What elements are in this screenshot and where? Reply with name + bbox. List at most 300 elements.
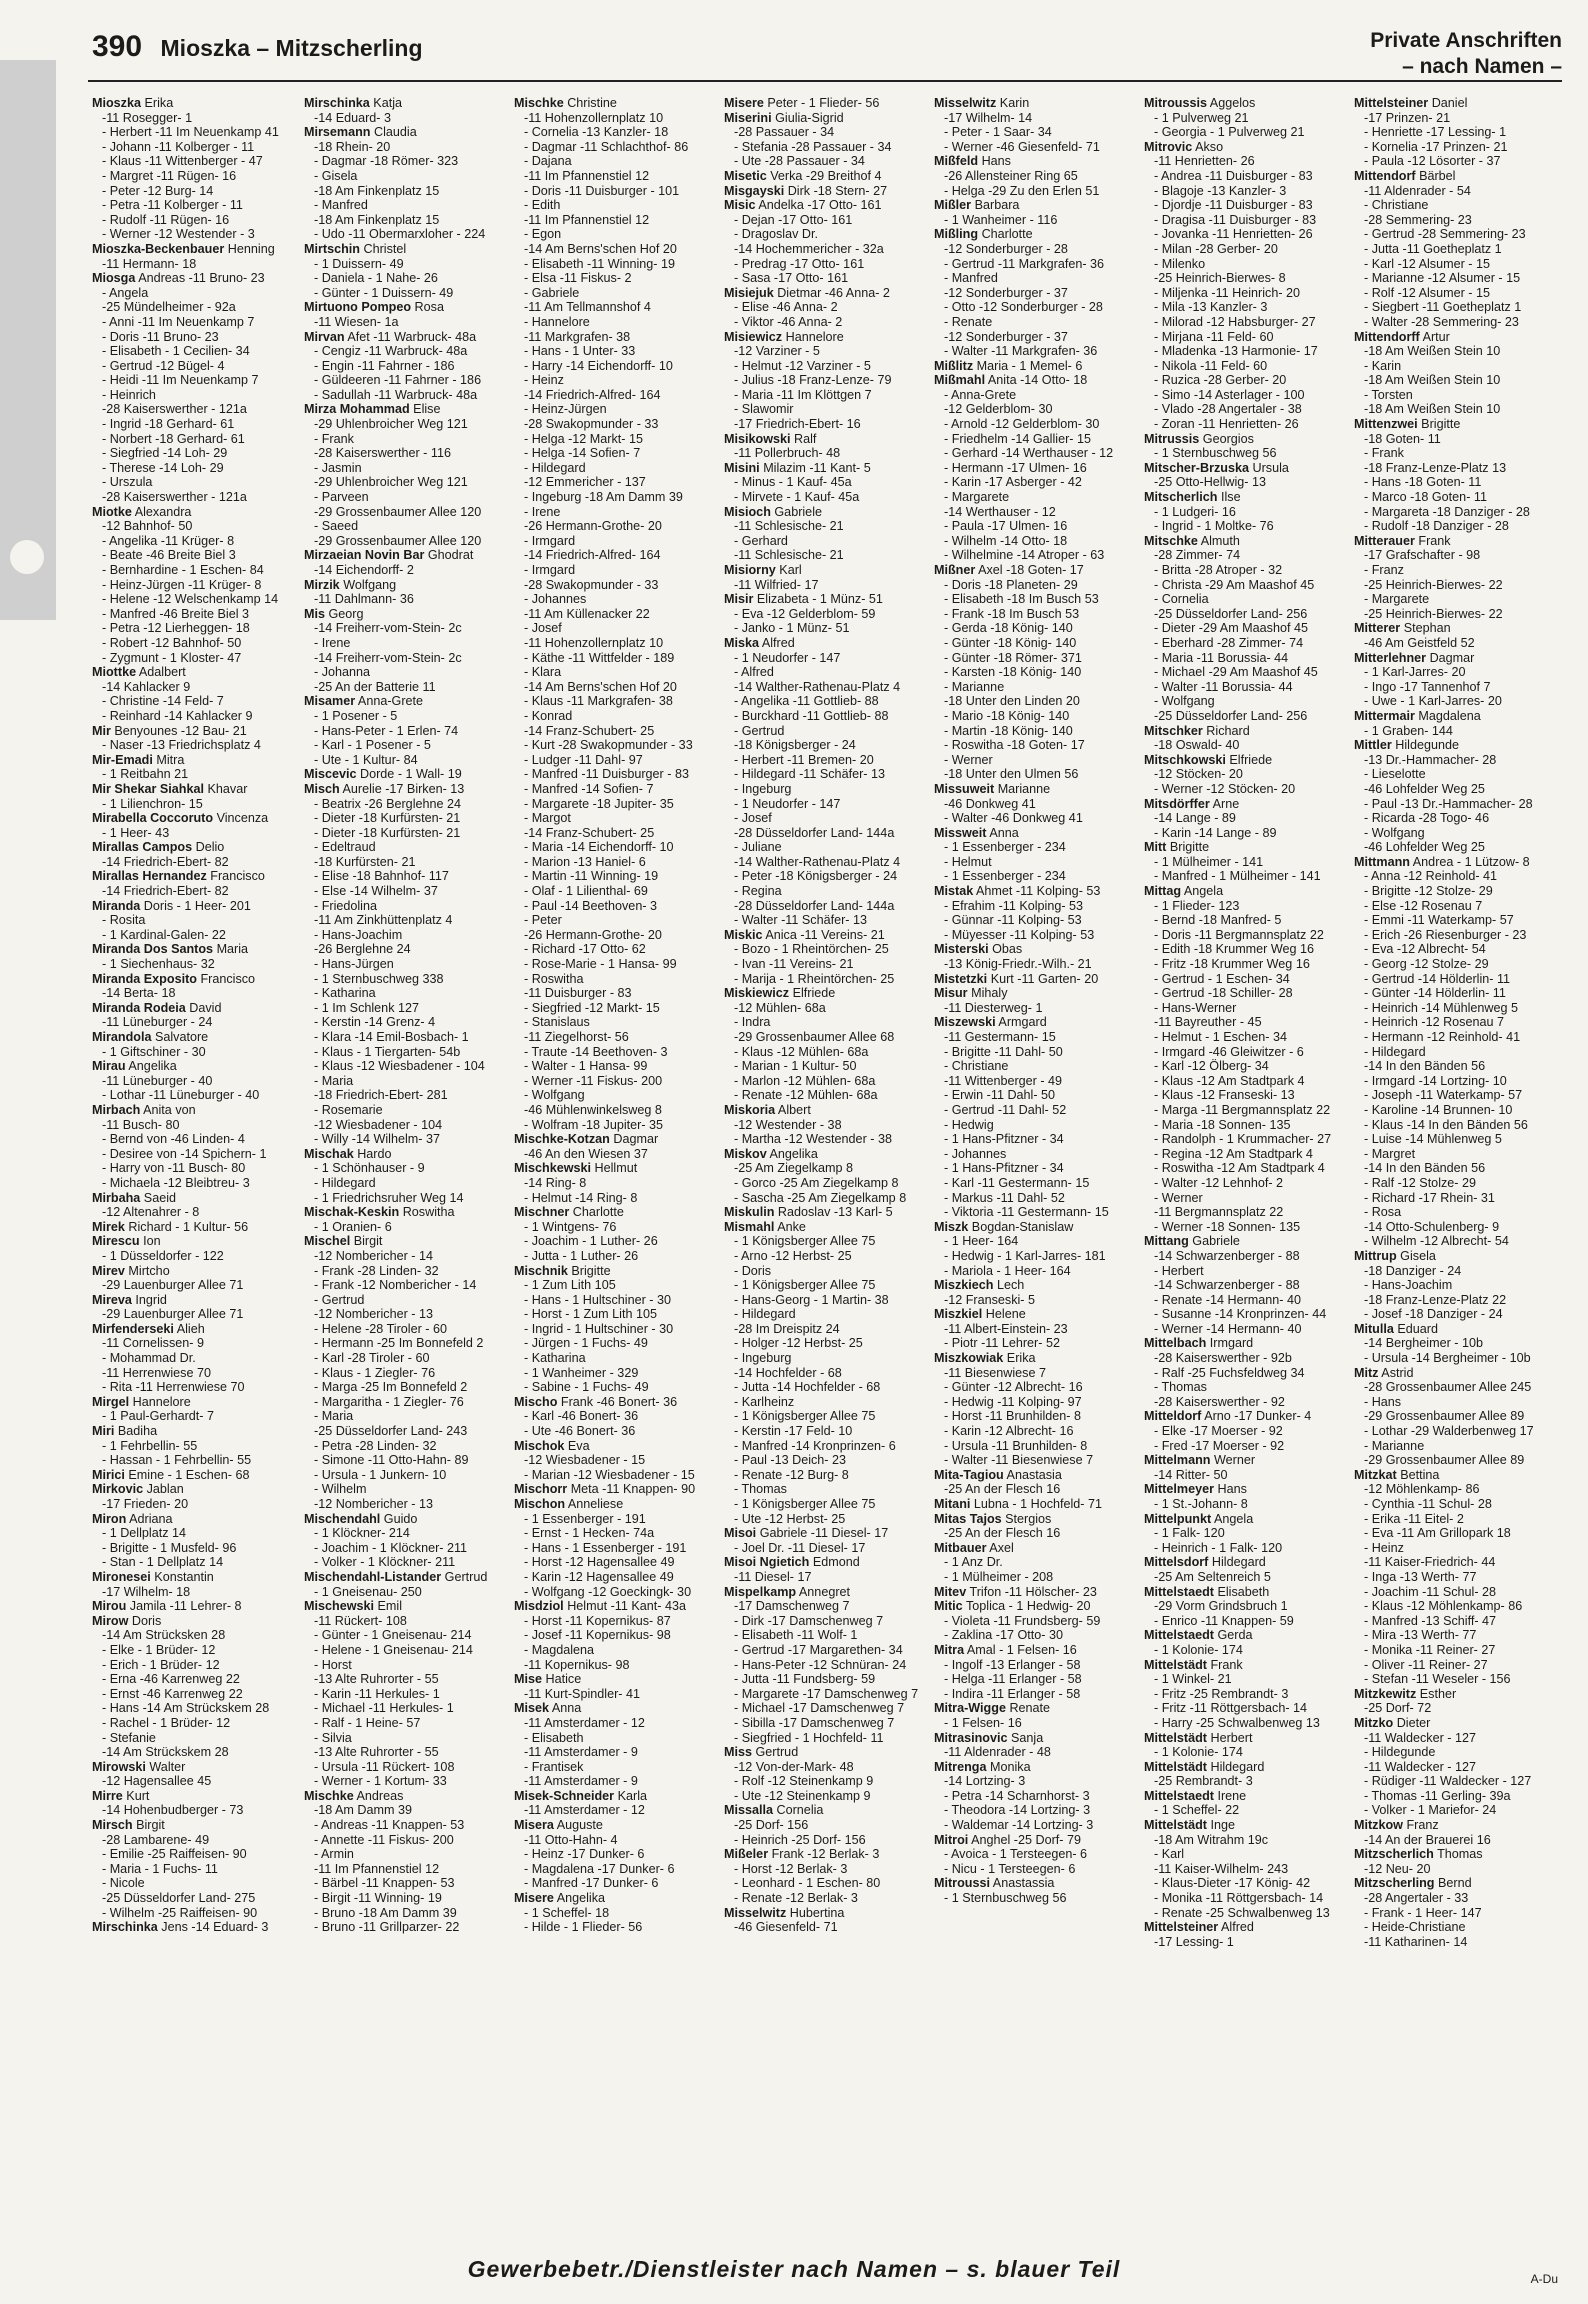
entry-detail: Stephan [1403,621,1451,636]
entry-detail: Bettina [1400,1467,1440,1482]
entry-detail: Francisco [200,971,256,986]
entry-detail: Bärbel [1419,168,1456,183]
entry-line: - Olaf - 1 Lilienthal- 69 [524,884,648,899]
entry-line: - Robert -12 Bahnhof- 50 [102,635,242,650]
entry-line: - Günter -18 Römer- 371 [944,650,1082,665]
entry-line: - Doris [734,1263,772,1278]
entry-line: - Irmgard -46 Gleiwitzer - 6 [1154,1044,1304,1059]
entry-line: - Manfred -14 Kronprinzen- 6 [734,1438,896,1453]
entry-line: - Ivan -11 Vereins- 21 [734,957,854,972]
entry-line: - Heinrich [102,387,156,402]
entry-surname [92,96,298,111]
entry-line: - Günnar -11 Kolping- 53 [944,913,1082,928]
entry-line: -13 Dr.-Hammacher- 28 [1364,752,1497,767]
entry-line: -14 Walther-Rathenau-Platz 4 [734,679,901,694]
entry-line: - 1 Klöckner- 214 [314,1526,410,1541]
surname: Misur [934,986,968,1001]
surname: Mitzscherlich [1354,1847,1434,1862]
entry-line: - Friedhelm -14 Gallier- 15 [944,431,1091,446]
entry-line: -11 Schlesische- 21 [734,519,844,534]
entry-line: - Heinrich -12 Rosenau 7 [1364,1015,1505,1030]
side-thumb-tab [0,60,56,620]
entry-detail: Artur [1422,329,1450,344]
surname: Misselwitz [724,1905,787,1920]
entry-line: - Desiree von -14 Spichern- 1 [102,1146,267,1161]
entry-detail: Obas [992,942,1023,957]
entry-line: - Marianne -12 Alsumer - 15 [1364,271,1521,286]
entry-line: -28 Lambarene- 49 [102,1832,210,1847]
entry-line: - Roswitha -12 Am Stadtpark 4 [1154,1161,1325,1176]
entry-line: - Zoran -11 Henrietten- 26 [1154,417,1299,432]
section-subtitle: – nach Namen – [1402,55,1562,78]
entry-line: - Werner - 1 Kortum- 33 [314,1774,447,1789]
surname: Mischnik [514,1263,568,1278]
entry-surname [1144,724,1348,739]
entry-line: -14 Werthauser - 12 [944,504,1056,519]
surname: Mitzkow [1354,1818,1403,1833]
entry-surname [304,125,508,140]
entry-detail: Anita von [143,1102,196,1117]
entry-line: -14 Berta- 18 [102,986,176,1001]
entry-line: - 1 Friedrichsruher Weg 14 [314,1190,464,1205]
entry-detail: David [189,1000,222,1015]
entry-line: - Urszula [102,475,153,490]
entry-line: - Dragoslav Dr. [734,227,818,242]
entry-line: - Ursula - 1 Junkern- 10 [314,1467,447,1482]
entry-surname [934,972,1138,987]
entry-line: -11 Ziegelhorst- 56 [524,1030,629,1044]
entry-line: -26 Allensteiner Ring 65 [944,168,1078,183]
entry-detail: Ahmet -11 Kolping- 53 [976,884,1101,899]
entry-detail: Henning [227,241,275,256]
entry-line: - Bruno -11 Grillparzer- 22 [314,1920,460,1935]
entry-detail: Alexandra [134,504,192,519]
entry-detail: Helmut -11 Kant- 43a [567,1599,686,1614]
entry-line: - Ursula -14 Bergheimer - 10b [1364,1351,1531,1366]
entry-line: - 1 Kardinal-Galen- 22 [102,927,226,942]
surname: Mirbaha [92,1190,141,1205]
entry-detail: Anke [777,1219,806,1234]
entry-line: - Daniela - 1 Nahe- 26 [314,271,438,286]
entry-line: - Julius -18 Franz-Lenze- 79 [734,373,892,388]
entry-line: - Ralf -12 Stolze- 29 [1364,1175,1476,1190]
entry-detail: Elise [413,402,441,417]
entry-line: - Renate -12 Mühlen- 68a [734,1088,878,1103]
entry-detail: Maria - 1 Memel- 6 [976,358,1083,373]
entry-line: - Paula -12 Lösorter - 37 [1364,154,1501,169]
entry-line: - Stefan -11 Weseler - 156 [1364,1672,1511,1687]
entry-line: - Sadullah -11 Warbruck- 48a [314,387,478,402]
entry-detail: Hellmut [594,1161,638,1176]
entry-line: - Renate -14 Hermann- 40 [1154,1292,1301,1307]
surname: Mitt [1144,840,1167,855]
surname: Mita-Tagiou [934,1467,1004,1482]
entry-line: -13 König-Friedr.-Wilh.- 21 [944,957,1092,972]
entry-detail: Dirk -18 Stern- 27 [787,183,888,198]
surname: Misere [724,96,764,110]
entry-line: - Naser -13 Friedrichsplatz 4 [102,738,261,753]
entry-line: -11 Rückert- 108 [314,1613,407,1628]
entry-line: - Holger -12 Herbst- 25 [734,1336,863,1351]
entry-detail: Erika [1006,1351,1036,1366]
entry-line: - Hildegunde [1364,1745,1436,1760]
entry-line: -25 An der Batterie 11 [314,679,436,694]
entry-surname [1354,1818,1558,1833]
entry-detail: Astrid [1381,1365,1414,1380]
entry-surname [304,1570,508,1585]
entry-line: - Lieselotte [1364,767,1426,782]
entry-surname [934,154,1138,169]
entry-line: - Hermann -17 Ulmen- 16 [944,460,1087,475]
surname: Mitulla [1354,1321,1394,1336]
entry-line: -28 Swakopmunder - 33 [524,417,659,432]
entry-line: - Manfred -46 Breite Biel 3 [102,606,249,621]
surname: Mißlitz [934,358,974,373]
entry-surname [1144,797,1348,812]
entry-line: -12 Stöcken- 20 [1154,767,1243,782]
entry-detail: Almuth [1200,533,1240,548]
surname: Mischkewski [514,1161,592,1176]
entry-detail: Alfred [761,635,795,650]
entry-line: - Frantisek [524,1759,584,1774]
entry-surname [514,1132,718,1147]
entry-line: - Erika -11 Eitel- 2 [1364,1511,1464,1526]
entry-surname [724,1906,928,1921]
entry-line: - Helene -28 Tiroler - 60 [314,1321,447,1336]
entry-line: -14 Schwarzenberger - 88 [1154,1248,1300,1263]
listing-columns [92,96,1562,2196]
entry-line: - Edith -18 Krummer Weg 16 [1154,942,1315,957]
entry-line: -11 Dahlmann- 36 [314,592,414,607]
entry-detail: Andrea - 1 Lützow- 8 [1412,854,1530,869]
entry-line: - Klaus-Dieter -17 König- 42 [1154,1876,1311,1891]
page-number: 390 [92,30,143,63]
entry-line: - Regina -12 Am Stadtpark 4 [1154,1146,1313,1161]
thumb-tab-dot [10,540,44,574]
entry-line: - Piotr -11 Lehrer- 52 [944,1336,1060,1351]
entry-line: -18 Am Weißen Stein 10 [1364,402,1501,417]
surname: Miszkowiak [934,1351,1004,1366]
entry-detail: Marianne [997,781,1051,796]
entry-surname [934,1585,1138,1600]
entry-line: - Klara [524,665,562,680]
entry-line: - Klaus - 1 Tiergarten- 54b [314,1044,461,1059]
entry-surname [92,840,298,855]
entry-line: - Sasa -17 Otto- 161 [734,271,849,286]
entry-line: - Ricarda -28 Togo- 46 [1364,811,1490,826]
entry-line: - Doris -18 Planeten- 29 [944,577,1078,592]
entry-detail: Milazim -11 Kant- 5 [763,460,871,475]
entry-line: - 1 Schönhauser - 9 [314,1161,425,1176]
surname: Mitterer [1354,621,1401,636]
entry-line: - Annette -11 Fiskus- 200 [314,1832,454,1847]
surname: Mirow [92,1613,129,1628]
entry-surname [304,1599,508,1614]
entry-detail: Renate [1009,1701,1051,1716]
entry-line: - Angela [102,285,149,300]
entry-line: - Miljenka -11 Heinrich- 20 [1154,285,1301,300]
entry-line: -17 Friedrich-Ebert- 16 [734,417,861,432]
entry-line: - Frank -18 Im Busch 53 [944,606,1080,621]
surname: Miskov [724,1146,767,1161]
entry-line: - Fritz -18 Krummer Weg 16 [1154,957,1310,972]
entry-detail: Khavar [207,781,248,796]
entry-detail: Roswitha [402,1205,455,1220]
surname: Miranda Dos Santos [92,942,214,957]
surname: Mitscher-Brzuska [1144,460,1249,475]
entry-line: - Bozo - 1 Rheintörchen- 25 [734,942,889,957]
entry-line: - Wilhelmine -14 Atroper - 63 [944,548,1105,563]
entry-line: - Gertrud - 1 Eschen- 34 [1154,971,1290,986]
surname: Mirgel [92,1394,130,1409]
surname: Misiewicz [724,329,783,344]
entry-surname [1144,840,1348,855]
entry-line: - Bruno -18 Am Damm 39 [314,1905,457,1920]
entry-detail: Herbert [1210,1730,1253,1745]
entry-line: - 1 Neudorfer - 147 [734,796,841,811]
entry-surname [514,1672,718,1687]
surname: Miotke [92,504,132,519]
entry-detail: Elisabeth [1217,1584,1270,1599]
entry-line: - Silvia [314,1730,352,1745]
surname: Mir [92,723,111,738]
entry-line: - Marco -18 Goten- 11 [1364,490,1487,505]
entry-line: - Joachim -11 Schul- 28 [1364,1584,1497,1599]
entry-line: - Dragisa -11 Duisburger - 83 [1154,212,1317,227]
entry-line: -11 Otto-Hahn- 4 [524,1832,618,1847]
entry-line: - Jutta -11 Fundsberg- 59 [734,1672,876,1687]
entry-line: - Walter -11 Schäfer- 13 [734,913,867,928]
entry-line: - Leonhard - 1 Eschen- 80 [734,1876,881,1891]
directory-column [512,96,722,2196]
entry-line: - Hedwig - 1 Karl-Jarres- 181 [944,1248,1106,1263]
entry-detail: Sanja [1010,1730,1044,1745]
entry-line: - Margaritha - 1 Ziegler- 76 [314,1394,464,1409]
entry-line: - Horst -12 Berlak- 3 [734,1861,848,1876]
entry-surname [1144,1555,1348,1570]
entry-line: -17 Grafschafter - 98 [1364,548,1481,563]
entry-surname [934,1876,1138,1891]
entry-line: - Helmut - 1 Eschen- 34 [1154,1030,1287,1044]
entry-line: - Gertrud [734,723,785,738]
entry-line: - Manfred - 1 Mülheimer - 141 [1154,869,1321,884]
entry-surname [724,96,928,111]
surname: Mittelstädt [1144,1818,1207,1833]
surname: Mißling [934,227,979,242]
entry-surname [934,563,1138,578]
entry-line: -18 Am Damm 39 [314,1803,412,1818]
entry-detail: Gerda [1217,1628,1253,1643]
entry-line: - Klaus -12 Am Stadtpark 4 [1154,1073,1305,1088]
entry-surname [92,1293,298,1308]
surname: Misterski [934,942,989,957]
surname: Mirzik [304,577,340,592]
entry-line: - Beatrix -26 Berglehne 24 [314,796,462,811]
entry-surname [1144,884,1348,899]
entry-line: -18 Kurfürsten- 21 [314,854,416,869]
entry-surname [934,942,1138,957]
entry-line: - Henriette -17 Lessing- 1 [1364,125,1507,140]
entry-line: - Gertrud -17 Margarethen- 34 [734,1642,903,1657]
entry-surname [514,1818,718,1833]
entry-line: - Ursula -11 Rückert- 108 [314,1759,455,1774]
entry-line: -29 Lauenburger Allee 71 [102,1307,244,1322]
entry-line: - Petra -28 Linden- 32 [314,1438,437,1453]
entry-line: - Karl [1154,1847,1185,1862]
entry-line: -46 An den Wiesen 37 [524,1146,648,1161]
entry-detail: Akso [1195,139,1224,154]
entry-detail: Gabriele [774,504,822,519]
surname: Mittelmeyer [1144,1482,1214,1497]
entry-detail: Angelika [128,1059,177,1074]
entry-line: -12 Von-der-Mark- 48 [734,1759,854,1774]
entry-line: - Torsten [1364,387,1413,402]
surname: Mirek [92,1219,125,1234]
entry-line: - Güldeeren -11 Fahrner - 186 [314,373,482,388]
entry-line: - Alfred [734,665,774,680]
surname: Mistetzki [934,971,988,986]
entry-line: - Hannelore [524,314,590,329]
surname: Mitzko [1354,1715,1394,1730]
entry-line: -26 Hermann-Grothe- 20 [524,519,662,534]
entry-line: - Marian - 1 Kultur- 50 [734,1059,857,1074]
entry-line: - Andrea -11 Duisburger - 83 [1154,168,1313,183]
entry-line: - Hans-Werner [1154,1000,1237,1015]
entry-line: - Bernd -18 Manfred- 5 [1154,913,1282,928]
entry-line: - Helmut -12 Varziner - 5 [734,358,871,373]
surname: Mittelsdorf [1144,1555,1209,1570]
entry-line: - Horst -12 Hagensallee 49 [524,1555,675,1570]
entry-surname [304,300,508,315]
entry-line: - Otto -12 Sonderburger - 28 [944,300,1103,315]
surname: Mittelstädt [1144,1730,1207,1745]
entry-detail: Bogdan-Stanislaw [971,1219,1074,1234]
entry-line: - 1 Mülheimer - 208 [944,1569,1054,1584]
entry-line: - Michael -17 Damschenweg 7 [734,1701,905,1716]
entry-detail: Frank -46 Bonert- 36 [560,1394,678,1409]
entry-detail: Aurelie -17 Birken- 13 [342,781,465,796]
entry-line: - Milenko [1154,256,1206,271]
entry-line: - Siegfried -14 Loh- 29 [102,446,228,461]
surname: Mitschkowski [1144,752,1226,767]
entry-line: - Günter -12 Albrecht- 16 [944,1380,1083,1395]
entry-surname [92,972,298,987]
entry-line: - Ute - 1 Kultur- 84 [314,752,418,767]
entry-surname [304,1147,508,1162]
entry-line: - Paul -13 Dr.-Hammacher- 28 [1364,796,1533,811]
entry-line: -25 Heinrich-Bierwes- 22 [1364,577,1503,592]
entry-line: - Walter -11 Biesenwiese 7 [944,1453,1094,1468]
entry-line: - Gertrud -11 Dahl- 52 [944,1102,1067,1117]
entry-line: - Paul -13 Deich- 23 [734,1453,846,1468]
entry-line: - Cynthia -11 Schul- 28 [1364,1497,1492,1511]
entry-line: - Randolph - 1 Krummacher- 27 [1154,1132,1332,1147]
entry-line: - Martha -12 Westender - 38 [734,1132,892,1147]
entry-detail: Karla [617,1788,647,1803]
surname: Misdziol [514,1599,564,1614]
surname: Mirvan [304,329,345,344]
entry-line: - Martin -18 König- 140 [944,723,1073,738]
entry-line: -11 Markgrafen- 38 [524,329,631,344]
entry-line: -13 Alte Ruhrorter - 55 [314,1745,439,1760]
entry-surname [1354,651,1558,666]
entry-detail: Walter [149,1759,186,1774]
entry-line: -18 Am Finkenplatz 15 [314,212,440,227]
entry-surname [514,1701,718,1716]
entry-line: -28 Swakopmunder - 33 [524,577,659,592]
entry-line: - Peter - 1 Saar- 34 [944,125,1052,140]
entry-surname [92,811,298,826]
surname: Misiorny [724,563,776,577]
surname: Misic [724,198,756,213]
entry-line: - Horst [314,1657,352,1672]
entry-line: - Volker - 1 Klöckner- 211 [314,1555,456,1570]
entry-surname [1354,1249,1558,1264]
entry-line: - Hedwig [944,1117,994,1132]
entry-line: - Gertrud -18 Schiller- 28 [1154,986,1293,1001]
surname: Misoi Ngietich [724,1555,810,1570]
entry-line: - Magdalena -17 Dunker- 6 [524,1861,675,1876]
entry-line: - Herbert -11 Im Neuenkamp 41 [102,125,279,140]
entry-detail: Brigitte [1421,417,1461,432]
entry-line: - Ingolf -13 Erlanger - 58 [944,1657,1081,1672]
entry-detail: Richard [1206,723,1250,738]
entry-line: - Nikola -11 Feld- 60 [1154,358,1268,373]
entry-line: - Katharina [524,1351,586,1366]
entry-line: - Peter -18 Königsberger - 24 [734,869,898,884]
entry-line: - Marija - 1 Rheintörchen- 25 [734,971,895,986]
entry-line: - Rolf -12 Steinenkamp 9 [734,1774,874,1789]
entry-line: -12 Nombericher - 14 [314,1248,433,1263]
entry-line: -29 Grossenbaumer Allee 68 [734,1030,895,1044]
surname: Missuweit [934,781,995,796]
entry-line: -11 Kurt-Spindler- 41 [524,1686,640,1701]
entry-detail: Karin [999,96,1030,110]
entry-line: -25 Mündelheimer - 92a [102,300,236,315]
entry-line: - Hans - 1 Unter- 33 [524,344,636,359]
entry-detail: Elfriede [1229,752,1273,767]
surname: Mitrovic [1144,139,1193,154]
directory-column [722,96,932,2196]
entry-line: - Arnold -12 Gelderblom- 30 [944,417,1100,432]
entry-line: -14 Eduard- 3 [314,110,392,125]
entry-line: -26 Berglehne 24 [314,942,411,957]
entry-surname [1354,1876,1558,1891]
entry-detail: Ralf [794,431,817,446]
entry-line: - Dieter -18 Kurfürsten- 21 [314,825,461,840]
entry-line: - Marga -11 Bergmannsplatz 22 [1154,1102,1331,1117]
entry-surname [724,928,928,943]
surname: Mirau [92,1059,126,1074]
entry-line: -12 Neu- 20 [1364,1861,1431,1876]
entry-line: - Emmi -11 Waterkamp- 57 [1364,913,1514,928]
entry-line: - Klaus -12 Wiesbadener - 104 [314,1059,485,1074]
entry-line: - Joseph -11 Waterkamp- 57 [1364,1088,1523,1103]
entry-line: -14 Lortzing- 3 [944,1774,1026,1789]
entry-line: - Edeltraud [314,840,376,855]
entry-line: - Lothar -11 Lüneburger - 40 [102,1088,260,1103]
entry-surname [514,1205,718,1220]
surname: Mironesei [92,1569,151,1584]
surname: Miszkiel [934,1307,983,1322]
entry-line: - Dirk -17 Damschenweg 7 [734,1613,884,1628]
entry-detail: Angela [1183,884,1224,899]
entry-line: - Viktor -46 Anna- 2 [734,314,843,329]
entry-line: - Kurt -28 Swakopmunder - 33 [524,738,693,753]
entry-surname [934,359,1138,374]
entry-line: - Michael -11 Herkules- 1 [314,1701,454,1716]
entry-detail: Hildegard [1210,1759,1265,1774]
